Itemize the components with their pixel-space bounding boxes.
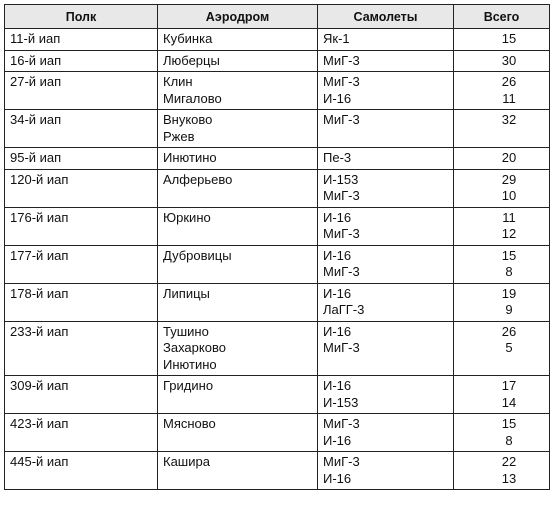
airfield-name: Клин [163,74,193,89]
total-count: 8 [505,432,513,448]
total-count: 15 [501,31,517,46]
header-regiment: Полк [5,5,158,29]
aircraft-cell [318,321,454,376]
airfield-name: Мигалово [163,90,222,106]
total-count: 11 [502,90,516,106]
aircraft-cell [318,29,454,51]
airfield-cell [158,148,318,170]
airfield-cell [158,321,318,376]
airfield-cell [158,207,318,245]
aircraft-type: Як-1 [323,31,350,46]
aircraft-type: МиГ-3 [323,188,360,203]
regiment-cell [5,110,158,148]
total-count: 15 [501,416,517,431]
table-row [5,245,550,283]
regiment-name: 11-й иап [10,31,61,46]
aircraft-cell [318,414,454,452]
airfield-name: Инютино [163,356,217,372]
regiment-name: 16-й иап [10,52,62,68]
aircraft-cell [318,245,454,283]
total-cell [454,50,550,72]
total-cell [454,72,550,110]
total-count: 26 [501,323,517,339]
airfield-cell [158,110,318,148]
table-row [5,29,550,51]
table-row [5,72,550,110]
total-count: 5 [505,340,513,355]
aircraft-type: МиГ-3 [323,416,360,431]
total-count: 8 [505,264,513,279]
total-count: 22 [501,454,517,469]
regiment-cell [5,169,158,207]
aircraft-cell [318,72,454,110]
airfield-name: Люберцы [163,52,220,68]
regiment-cell [5,452,158,490]
total-cell [454,414,550,452]
regiment-cell [5,376,158,414]
airfield-cell [158,50,318,72]
aircraft-type: МиГ-3 [323,52,360,68]
airfield-name: Внуково [163,112,213,127]
aircraft-type: Пе-3 [323,150,352,165]
table-row [5,169,550,207]
airfield-name: Захарково [163,340,226,355]
table-row [5,414,550,452]
total-cell [454,110,550,148]
aircraft-type: МиГ-3 [323,264,360,279]
aircraft-type: И-16 [323,247,352,263]
table-row [5,148,550,170]
regiment-cell [5,207,158,245]
regiment-name: 178-й иап [10,285,69,301]
aircraft-cell [318,452,454,490]
total-cell [454,245,550,283]
total-count: 29 [501,171,517,187]
aircraft-cell [318,148,454,170]
table-row [5,283,550,321]
table-row [5,207,550,245]
airfield-cell [158,283,318,321]
total-count: 14 [501,394,517,410]
airfield-name: Инютино [163,150,217,165]
total-cell [454,321,550,376]
regiment-name: 176-й иап [10,209,69,225]
airfield-cell [158,245,318,283]
regiment-cell [5,321,158,376]
airfield-name: Тушино [163,323,209,339]
aircraft-cell [318,207,454,245]
regiment-cell [5,72,158,110]
aircraft-type: И-16 [323,378,352,393]
aircraft-type: МиГ-3 [323,226,360,241]
regiment-name: 309-й иап [10,378,69,393]
total-cell [454,169,550,207]
regiment-name: 95-й иап [10,150,62,165]
aircraft-type: И-16 [323,432,352,448]
regiment-name: 34-й иап [10,112,62,127]
aircraft-type: И-16 [323,209,352,225]
aircraft-cell [318,169,454,207]
total-count: 32 [501,112,517,127]
regiment-name: 233-й иап [10,323,69,339]
airfield-name: Гридино [163,378,214,393]
airfield-cell [158,29,318,51]
airfield-name: Алферьево [163,171,233,187]
total-cell [454,376,550,414]
table-row [5,110,550,148]
total-count: 17 [501,378,517,393]
aircraft-cell [318,283,454,321]
table-row [5,452,550,490]
regiment-cell [5,148,158,170]
regiment-name: 177-й иап [10,247,69,263]
total-count: 20 [501,150,517,165]
regiment-name: 27-й иап [10,74,62,89]
total-count: 13 [501,470,517,486]
airfield-name: Дубровицы [163,247,232,263]
total-count: 30 [501,52,517,68]
airfield-cell [158,169,318,207]
table-row [5,50,550,72]
header-airfield: Аэродром [158,5,318,29]
header-aircraft: Самолеты [318,5,454,29]
total-cell [454,29,550,51]
aircraft-type: И-16 [323,470,352,486]
airfield-name: Кубинка [163,31,213,46]
aircraft-cell [318,376,454,414]
aircraft-type: МиГ-3 [323,340,360,355]
total-cell [454,283,550,321]
table-row [5,376,550,414]
regiment-cell [5,414,158,452]
total-count: 26 [501,74,517,89]
total-cell [454,452,550,490]
regiment-name: 445-й иап [10,454,69,469]
aircraft-type: И-16 [323,323,352,339]
table-header-row [5,5,550,29]
airfield-cell [158,72,318,110]
airfield-cell [158,376,318,414]
airfield-name: Ржев [163,128,195,144]
total-count: 9 [505,302,513,317]
aircraft-type: И-153 [323,171,359,187]
total-count: 19 [501,285,517,301]
aircraft-type: И-153 [323,394,359,410]
aircraft-type: МиГ-3 [323,454,360,469]
regiment-cell [5,283,158,321]
aircraft-cell [318,110,454,148]
total-count: 12 [501,226,517,241]
total-cell [454,148,550,170]
airfield-name: Юркино [163,209,211,225]
aircraft-type: МиГ-3 [323,112,360,127]
total-count: 15 [501,247,517,263]
regiments-table [4,4,550,490]
table-row [5,321,550,376]
aircraft-type: МиГ-3 [323,74,360,89]
airfield-name: Липицы [163,285,210,301]
header-total: Всего [454,5,550,29]
total-cell [454,207,550,245]
total-count: 11 [502,209,516,225]
airfield-cell [158,414,318,452]
airfield-cell [158,452,318,490]
regiment-name: 423-й иап [10,416,69,431]
regiment-cell [5,50,158,72]
aircraft-cell [318,50,454,72]
aircraft-type: И-16 [323,285,352,301]
airfield-name: Кашира [163,454,210,469]
total-count: 10 [501,188,517,203]
table-body [5,29,550,490]
airfield-name: Мясново [163,416,216,431]
regiment-cell [5,29,158,51]
aircraft-type: ЛаГГ-3 [323,302,365,317]
regiment-cell [5,245,158,283]
regiment-name: 120-й иап [10,171,69,187]
aircraft-type: И-16 [323,90,352,106]
